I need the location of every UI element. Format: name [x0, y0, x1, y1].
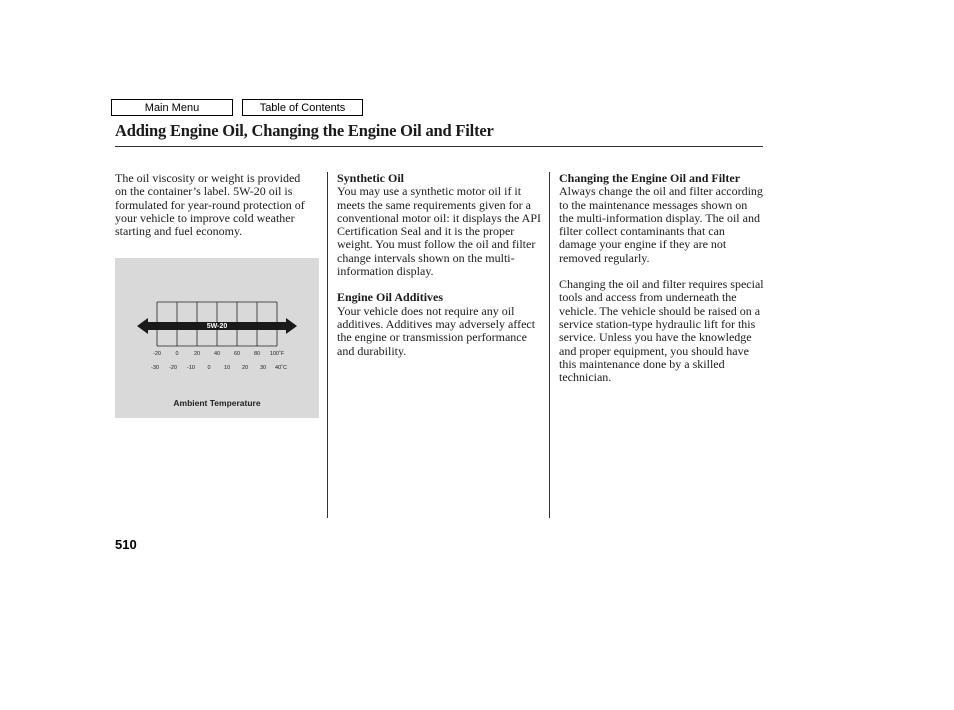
celsius-tick-label: 0	[207, 365, 211, 371]
changing-oil-paragraph: Always change the oil and filter according to the maintenance messages shown on the multi-information display. The oil and filter collect contaminants that can damage your engine if they are not removed regularly.	[559, 184, 763, 265]
fahrenheit-tick-label: 100˚F	[269, 351, 285, 357]
service-tools-paragraph: Changing the oil and filter requires special tools and access from underneath the vehicle. The vehicle should be raised on a service station-type hydraulic lift for this service. Unless you have the knowledge and proper equipment, you should have this maintenance done by a skilled technician.	[559, 277, 764, 385]
viscosity-chart-graphic	[115, 258, 319, 398]
fahrenheit-tick-label: 20	[193, 351, 201, 357]
column-divider	[327, 172, 328, 518]
title-divider	[115, 146, 763, 147]
fahrenheit-tick-label: 40	[213, 351, 221, 357]
fahrenheit-tick-label: 80	[253, 351, 261, 357]
celsius-tick-label: 40˚C	[275, 365, 287, 371]
page-title: Adding Engine Oil, Changing the Engine Oil and Filter	[115, 121, 494, 140]
celsius-tick-label: -30	[151, 365, 159, 371]
figure-caption: Ambient Temperature	[173, 398, 261, 408]
celsius-tick-label: -20	[169, 365, 177, 371]
table-of-contents-button[interactable]: Table of Contents	[242, 99, 363, 116]
fahrenheit-tick-label: 60	[233, 351, 241, 357]
page-number: 510	[115, 537, 137, 552]
viscosity-temperature-chart	[115, 258, 319, 418]
changing-oil-heading: Changing the Engine Oil and Filter	[559, 171, 741, 185]
column-middle	[337, 172, 543, 358]
main-menu-button[interactable]: Main Menu	[111, 99, 233, 116]
celsius-tick-label: 20	[241, 365, 249, 371]
column-left	[115, 172, 310, 238]
engine-oil-additives-heading: Engine Oil Additives	[337, 290, 444, 305]
synthetic-oil-heading: Synthetic Oil	[337, 171, 405, 185]
celsius-tick-label: -10	[187, 365, 195, 371]
viscosity-paragraph: The oil viscosity or weight is provided on the container’s label. 5W-20 oil is formulated for year-round protection of your vehicle to improve cold weather starting and fuel economy.	[115, 171, 305, 239]
fahrenheit-tick-label: -20	[153, 351, 161, 357]
column-divider	[549, 172, 550, 518]
fahrenheit-tick-label: 0	[175, 351, 179, 357]
celsius-tick-label: 30	[259, 365, 267, 371]
column-right	[559, 172, 764, 384]
synthetic-oil-paragraph: You may use a synthetic motor oil if it meets the same requirements given for a conventional motor oil: it displays the API Certification Seal and it is the proper weight. You must follow the oil and filter change intervals shown on the multi-information display.	[337, 184, 541, 279]
engine-oil-additives-paragraph: Your vehicle does not require any oil additives. Additives may adversely affect the engine or transmission performance and durability.	[337, 303, 536, 358]
celsius-tick-label: 10	[223, 365, 231, 371]
oil-grade-label: 5W-20	[206, 323, 228, 331]
